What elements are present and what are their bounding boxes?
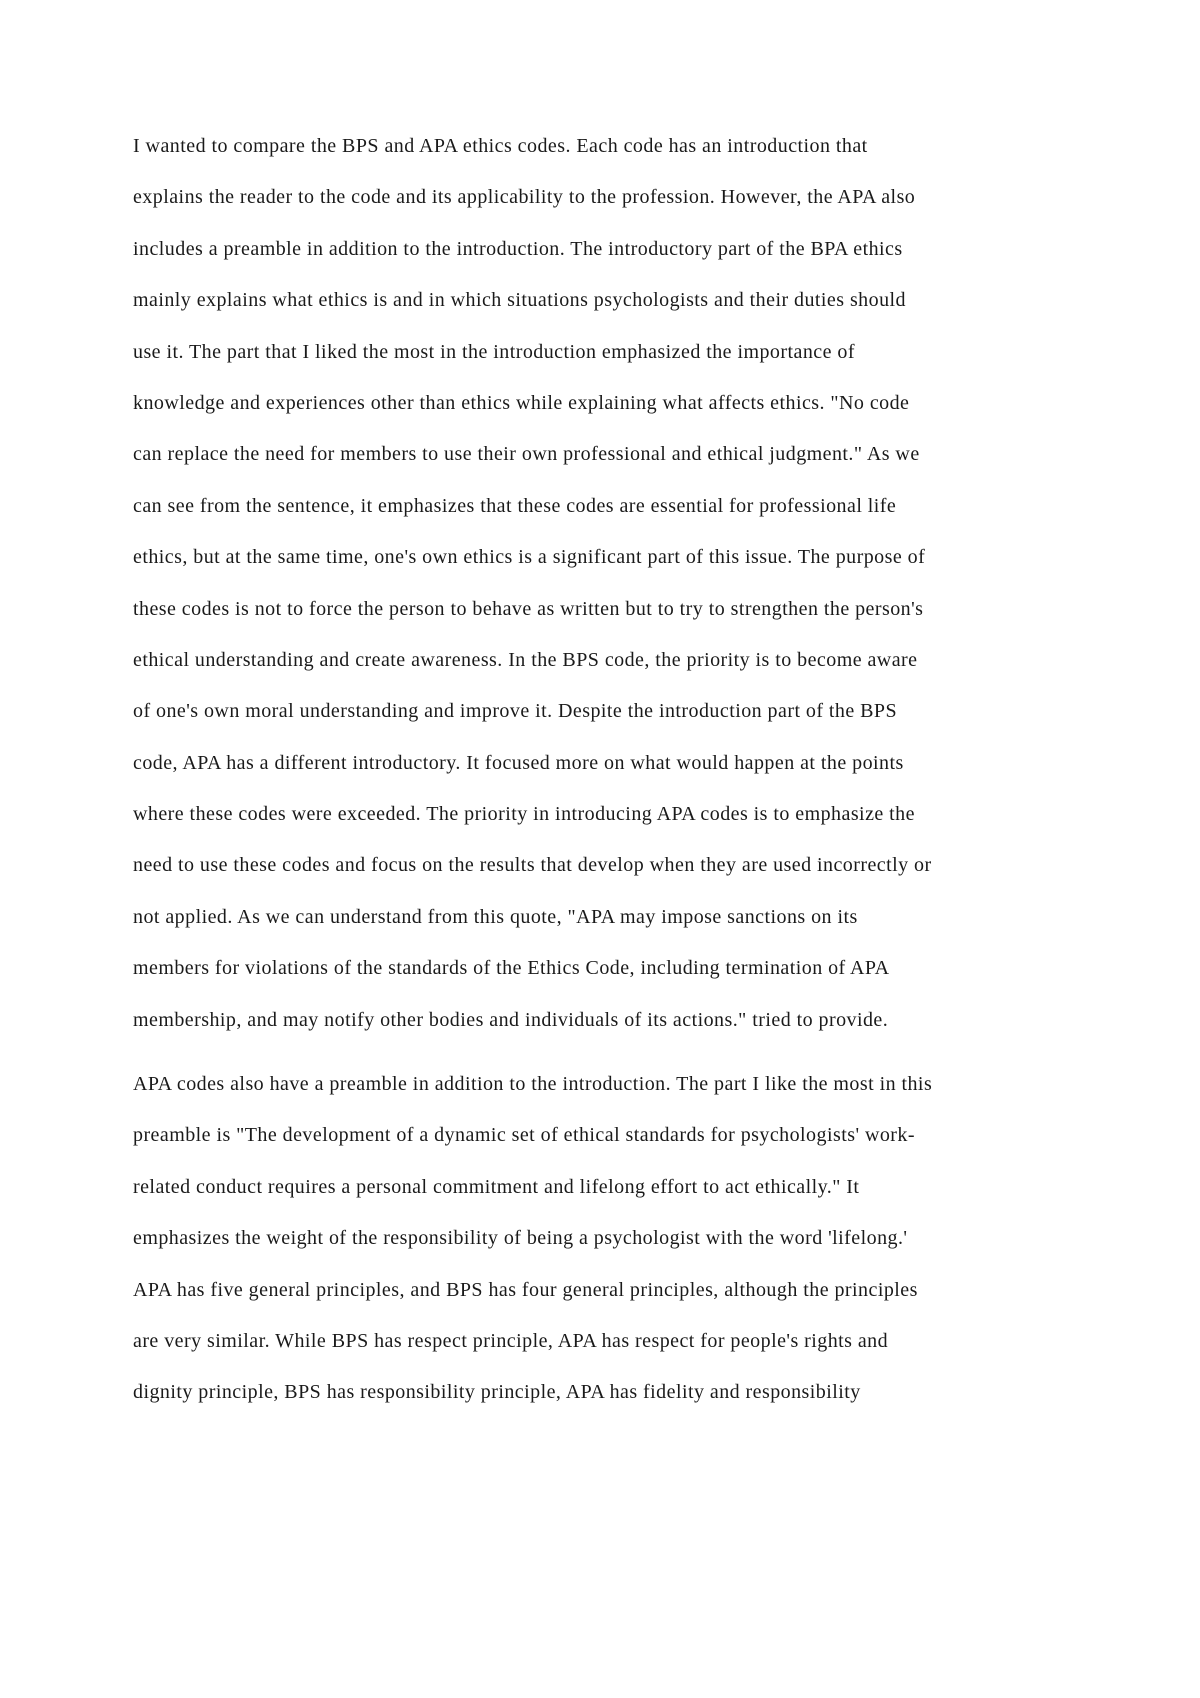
text-line: explains the reader to the code and its applicability to the profession. However, the APA also xyxy=(133,186,916,209)
text-line: I wanted to compare the BPS and APA ethics codes. Each code has an introduction that xyxy=(133,135,868,157)
paragraph-1 xyxy=(133,121,932,1046)
text-line: ethical understanding and create awareness. In the BPS code, the priority is to become aware xyxy=(133,648,918,671)
text-line: not applied. As we can understand from this quote, "APA may impose sanctions on its xyxy=(133,905,858,928)
text-line: related conduct requires a personal commitment and lifelong effort to act ethically." It xyxy=(133,1175,860,1198)
text-line: knowledge and experiences other than ethics while explaining what affects ethics. "No code xyxy=(133,391,910,414)
text-line: can see from the sentence, it emphasizes that these codes are essential for professional life xyxy=(133,494,897,517)
text-line: emphasizes the weight of the responsibility of being a psychologist with the word 'lifelong.' xyxy=(133,1227,908,1250)
text-line: code, APA has a different introductory. It focused more on what would happen at the points xyxy=(133,751,904,774)
text-line: mainly explains what ethics is and in which situations psychologists and their duties should xyxy=(133,289,906,312)
text-line: membership, and may notify other bodies and individuals of its actions." tried to provide. xyxy=(133,1008,889,1031)
text-line: use it. The part that I liked the most in the introduction emphasized the importance of xyxy=(133,340,855,363)
text-line: are very similar. While BPS has respect principle, APA has respect for people's rights and xyxy=(133,1329,889,1352)
text-line: dignity principle, BPS has responsibility principle, APA has fidelity and responsibility xyxy=(133,1381,861,1404)
text-line: ethics, but at the same time, one's own ethics is a significant part of this issue. The purpose of xyxy=(133,546,926,569)
text-line: of one's own moral understanding and improve it. Despite the introduction part of the BPS xyxy=(133,700,898,723)
text-line: APA has five general principles, and BPS has four general principles, although the principles xyxy=(133,1278,918,1301)
text-line: where these codes were exceeded. The priority in introducing APA codes is to emphasize the xyxy=(133,803,915,826)
text-line: APA codes also have a preamble in addition to the introduction. The part I like the most in this xyxy=(133,1073,933,1095)
text-line: can replace the need for members to use their own professional and ethical judgment." As we xyxy=(133,443,920,466)
text-line: need to use these codes and focus on the results that develop when they are used incorrectly or xyxy=(133,854,932,877)
paragraph-2 xyxy=(133,1059,932,1419)
text-line: these codes is not to force the person to behave as written but to try to strengthen the person's xyxy=(133,597,924,620)
text-line: members for violations of the standards of the Ethics Code, including termination of APA xyxy=(133,957,890,980)
text-line: includes a preamble in addition to the introduction. The introductory part of the BPA ethics xyxy=(133,237,903,260)
text-line: preamble is "The development of a dynamic set of ethical standards for psychologists' work- xyxy=(133,1124,915,1147)
